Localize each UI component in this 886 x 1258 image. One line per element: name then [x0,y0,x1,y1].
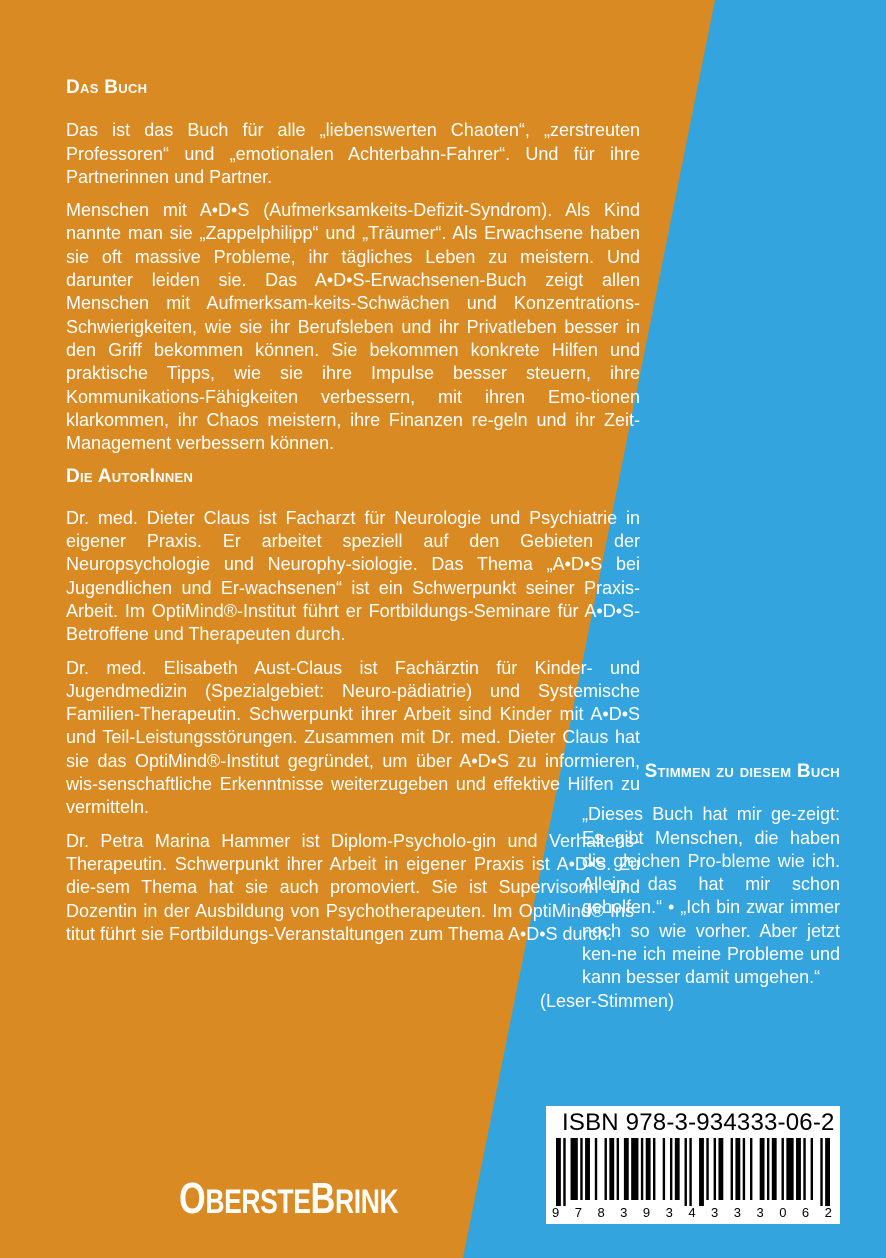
book-intro-paragraph: Das ist das Buch für alle „liebenswerten Chaoten“, „zerstreuten Professoren“ und „emotionalen Achterbahn-Fahrer“. Und für ihre Partnerinnen und Partner. [66,120,640,187]
barcode-digit: 3 [756,1205,764,1220]
voices-heading: Stimmen zu diesem Buch [644,761,840,782]
barcode-bar [617,1138,619,1200]
barcode-bar [685,1138,687,1206]
barcode-bar [624,1138,629,1200]
barcode-bar [653,1138,655,1200]
logo-text-berste: BERSTE [205,1183,311,1221]
barcode-digit: 9 [642,1205,651,1220]
barcode-bar [731,1138,733,1200]
authors-heading: Die AutorInnen [66,466,194,488]
barcode-bar [595,1138,597,1200]
barcode-bar [670,1138,672,1200]
barcode-digit: 6 [801,1205,810,1220]
barcode-bar [735,1138,740,1200]
barcode-digit: 3 [620,1205,628,1220]
barcode-bar [585,1138,590,1200]
barcode-bar [675,1138,680,1200]
barcode-digit: 3 [711,1205,719,1220]
barcode-bar [609,1138,614,1200]
barcode-bar [714,1138,716,1200]
barcode-bar [820,1138,822,1206]
barcode-digit: 3 [733,1205,741,1220]
barcode-bar [760,1138,765,1200]
author-bio-hammer: Dr. Petra Marina Hammer ist Diplom-Psycholo-gin und Verhaltens-Therapeutin. Schwerpunkt ihrer Arbeit in eigener Praxis ist A•D•S. Zu die-sem Thema hat sie auch promoviert. Sie ist Supervisorin und Dozentin in der Ausbildung von Psychotherapeuten. Im OptiMind®-Ins-titut führt sie Fortbildungs-Veranstaltungen zum Thema A•D•S durch. [66,830,640,944]
barcode-digit: 3 [665,1205,673,1220]
author-bio-aust-claus: Dr. med. Elisabeth Aust-Claus ist Fachärztin für Kinder- und Jugendmedizin (Spezialgebiet: Neuro-pädiatrie) und Systemische Familien-Therapeutin. Schwerpunkt ihrer Arbeit sind Kinder mit A•D•S und Teil-Leistungsstörungen. Zusammen mit Dr. med. Dieter Claus hat sie das OptiMind®-Institut gegründet, um über A•D•S zu informieren, wis-senschaftliche Erkenntnisse weiterzugeben und effektive Hilfen zu vermitteln. [66,657,640,818]
author-bio-claus: Dr. med. Dieter Claus ist Facharzt für Neurologie und Psychiatrie in eigener Praxis. Er arbeitet speziell auf den Gebieten der Neuropsychologie und Neurophy-siologie. Das Thema „A•D•S bei Jugendlichen und Er-wachsenen“ ist ein Schwerpunkt seiner Praxis-Arbeit. Im OptiMind®-Institut führt er Fortbildungs-Seminare für A•D•S-Betroffene und Therapeuten durch. [66,507,640,645]
barcode-bar [796,1138,801,1200]
book-description-paragraph: Menschen mit A•D•S (Aufmerksamkeits-Defizit-Syndrom). Als Kind nannte man sie „Zappelphilipp“ und „Träumer“. Als Erwachsene haben sie oft massive Probleme, ihr tägliches Leben zu meistern. Und darunter leiden sie. Das A•D•S-Erwachsenen-Buch zeigt allen Menschen mit Aufmerksam-keits-Schwächen und Konzentrations-Schwierigkeiten, wie sie ihr Berufsleben und ihr Privatleben besser in den Griff bekommen können. Sie bekommen konkrete Hilfen und praktische Tipps, wie sie ihre Impulse besser steuern, ihre Kommunikations-Fähigkeiten verbessern, mit ihren Emo-tionen klarkommen, ihr Chaos meistern, ihre Finanzen re-geln und ihr Zeit-Management verbessern können. [66,200,640,454]
logo-letter-o: O [179,1174,206,1223]
isbn-barcode-box [546,1106,840,1224]
barcode-bar [699,1138,704,1206]
reader-quote: „Dieses Buch hat mir ge-zeigt: Es gibt Menschen, die haben die gleichen Pro-bleme wie ich. Allein das hat mir schon geholfen.“ • „Ich bin zwar immer noch so wie vorher. Aber jetzt ken-ne ich meine Probleme und kann besser damit umgehen.“ [582,804,840,988]
logo-letter-b: B [310,1174,335,1223]
barcode-bar [825,1138,830,1206]
barcode-digit: 4 [688,1205,696,1220]
barcode-bar [580,1138,582,1200]
barcode-bar [803,1138,805,1200]
barcode-bar [563,1138,565,1206]
barcode-bar [631,1138,638,1200]
barcode-bar [706,1138,708,1200]
barcode-bar [718,1138,723,1200]
barcode-bar [786,1138,793,1200]
publisher-logo [179,1174,398,1224]
barcode-digits [552,1205,832,1220]
barcode-bar [689,1138,691,1206]
reader-voices [540,760,840,1013]
barcode-bar [743,1138,745,1200]
barcode [556,1138,830,1206]
barcode-bar [663,1138,665,1200]
logo-text-rink: RINK [334,1183,399,1221]
isbn-label: ISBN 978-3-934333-06-2 [562,1109,835,1136]
barcode-bar [772,1138,777,1200]
barcode-bar [571,1138,578,1200]
barcode-bar [767,1138,769,1200]
barcode-digit: 8 [597,1205,605,1220]
barcode-digit: 7 [574,1205,582,1220]
barcode-bar [556,1138,561,1206]
barcode-bar [750,1138,752,1200]
barcode-bar [782,1138,784,1200]
barcode-bar [641,1138,643,1200]
barcode-digit: 2 [824,1205,832,1220]
barcode-digit: 9 [552,1205,560,1220]
barcode-bar [811,1138,813,1200]
book-heading: Das Buch [66,77,148,98]
barcode-bar [605,1138,607,1200]
barcode-bar [646,1138,651,1200]
barcode-digit: 0 [779,1205,787,1220]
quote-source: (Leser-Stimmen) [540,990,675,1011]
